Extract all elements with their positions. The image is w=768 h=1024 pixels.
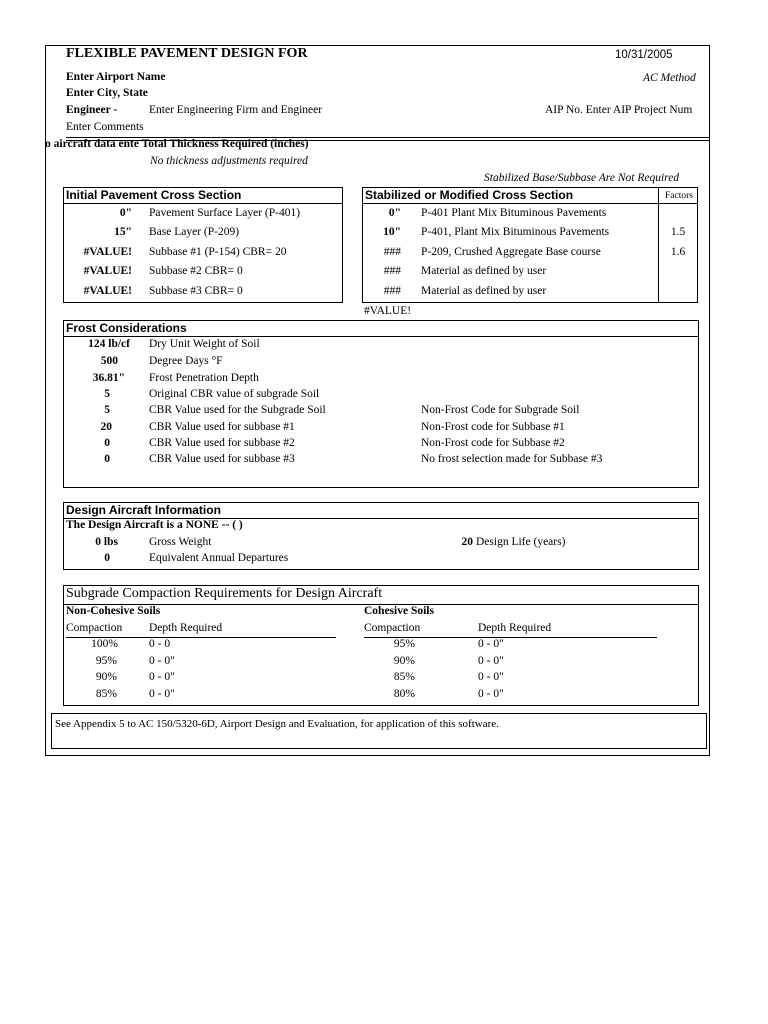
design-life-value: 20: [461, 536, 473, 548]
initial-value: 15": [114, 226, 132, 238]
gross-weight-value: 0 lbs: [95, 536, 118, 548]
stabilized-value: ###: [383, 285, 401, 297]
noncohesive-compaction: 100%: [91, 638, 118, 650]
stabilized-factor: 1.6: [670, 246, 686, 258]
frost-value: 20: [100, 421, 112, 433]
frost-value: 124 lb/cf: [88, 338, 130, 350]
frost-label: CBR Value used for subbase #3: [149, 453, 295, 465]
frost-label: Original CBR value of subgrade Soil: [149, 388, 320, 400]
frost-label: CBR Value used for subbase #2: [149, 437, 295, 449]
noncohesive-depth: 0 - 0": [149, 688, 175, 700]
frost-label: Degree Days °F: [149, 355, 223, 367]
stabilized-factor: 1.5: [670, 226, 686, 238]
cohesive-compaction: 85%: [393, 671, 415, 683]
frost-value: 500: [100, 355, 118, 367]
initial-value: #VALUE!: [83, 246, 132, 258]
stabilized-value: 0": [388, 207, 401, 219]
initial-label: Subbase #2 CBR= 0: [149, 265, 243, 277]
frost-note: Non-Frost code for Subbase #1: [421, 421, 565, 433]
city-state[interactable]: Enter City, State: [66, 87, 148, 99]
noncohesive-depth: 0 - 0": [149, 655, 175, 667]
initial-label: Subbase #3 CBR= 0: [149, 285, 243, 297]
cohesive-depth: 0 - 0": [478, 688, 504, 700]
frost-value: 36.81": [92, 372, 125, 384]
cohesive-depth: 0 - 0": [478, 671, 504, 683]
frost-section-title: Frost Considerations: [66, 321, 187, 335]
cohesive-depth: 0 - 0": [478, 638, 504, 650]
stabilized-title-underline: [362, 203, 698, 204]
cohesive-title: Cohesive Soils: [364, 605, 434, 617]
factors-header: Factors: [665, 191, 693, 201]
cohesive-compaction: 90%: [393, 655, 415, 667]
stabilized-label: P-401, Plant Mix Bituminous Pavements: [421, 226, 610, 238]
stabilized-label: P-401 Plant Mix Bituminous Pavements: [421, 207, 607, 219]
thickness-line: o aircraft data ente Total Thickness Required (inches): [45, 138, 309, 150]
frost-note: Non-Frost Code for Subgrade Soil: [421, 404, 580, 416]
aircraft-section-title: Design Aircraft Information: [66, 503, 221, 517]
frost-value: 5: [104, 404, 110, 416]
initial-value: #VALUE!: [83, 285, 132, 297]
design-aircraft-name: The Design Aircraft is a NONE -- ( ): [66, 519, 243, 531]
noncohesive-compaction: 95%: [95, 655, 117, 667]
frost-value: 0: [104, 437, 110, 449]
stabilized-label: Material as defined by user: [421, 265, 547, 277]
subgrade-section-title: Subgrade Compaction Requirements for Design Aircraft: [66, 586, 383, 601]
cohesive-compaction: 80%: [393, 688, 415, 700]
cohesive-col-compaction: Compaction: [364, 622, 421, 634]
frost-label: CBR Value used for subbase #1: [149, 421, 295, 433]
frost-note: Non-Frost code for Subbase #2: [421, 437, 565, 449]
initial-label: Subbase #1 (P-154) CBR= 20: [149, 246, 287, 258]
method-label: AC Method: [643, 72, 696, 84]
comments[interactable]: Enter Comments: [66, 121, 144, 133]
frost-note: No frost selection made for Subbase #3: [421, 453, 603, 465]
noncohesive-title: Non-Cohesive Soils: [66, 605, 161, 617]
initial-value: #VALUE!: [83, 265, 132, 277]
gross-weight-label: Gross Weight: [149, 536, 212, 548]
noncohesive-depth: 0 - 0": [149, 671, 175, 683]
noncohesive-compaction: 85%: [95, 688, 117, 700]
stabilized-value: ###: [383, 246, 401, 258]
stabilized-label: Material as defined by user: [421, 285, 547, 297]
frost-value: 5: [104, 388, 110, 400]
frost-title-underline: [63, 336, 699, 337]
noncohesive-depth: 0 - 0: [149, 638, 171, 650]
page-title: FLEXIBLE PAVEMENT DESIGN FOR: [66, 46, 308, 61]
initial-label: Pavement Surface Layer (P-401): [149, 207, 301, 219]
cohesive-col-depth: Depth Required: [478, 622, 552, 634]
frost-label: Frost Penetration Depth: [149, 372, 259, 384]
cohesive-compaction: 95%: [393, 638, 415, 650]
aip-number[interactable]: AIP No. Enter AIP Project Num: [545, 104, 693, 116]
departures-value: 0: [104, 552, 110, 564]
design-life-label: Design Life (years): [476, 536, 566, 548]
footer-note: See Appendix 5 to AC 150/5320-6D, Airport Design and Evaluation, for application of this software.: [55, 718, 499, 730]
noncohesive-compaction: 90%: [95, 671, 117, 683]
departures-label: Equivalent Annual Departures: [149, 552, 289, 564]
airport-name[interactable]: Enter Airport Name: [66, 71, 166, 83]
initial-label: Base Layer (P-209): [149, 226, 240, 238]
frost-label: Dry Unit Weight of Soil: [149, 338, 260, 350]
stabilized-value-error: #VALUE!: [364, 305, 412, 317]
frost-label: CBR Value used for the Subgrade Soil: [149, 404, 326, 416]
initial-section-title: Initial Pavement Cross Section: [66, 188, 242, 202]
stabilized-section-title: Stabilized or Modified Cross Section: [365, 188, 574, 202]
initial-value: 0": [119, 207, 132, 219]
frost-value: 0: [104, 453, 110, 465]
noncohesive-col-depth: Depth Required: [149, 622, 223, 634]
engineer-label: Engineer -: [66, 104, 118, 116]
stabilized-note: Stabilized Base/Subbase Are Not Required: [484, 172, 680, 184]
stabilized-label: P-209, Crushed Aggregate Base course: [421, 246, 601, 258]
no-adjust-note: No thickness adjustments required: [150, 155, 308, 167]
date: 10/31/2005: [615, 49, 673, 61]
stabilized-value: 10": [383, 226, 401, 238]
factors-divider: [658, 187, 659, 303]
engineer-value[interactable]: Enter Engineering Firm and Engineer: [149, 104, 323, 116]
initial-title-underline: [63, 203, 343, 204]
cohesive-depth: 0 - 0": [478, 655, 504, 667]
stabilized-value: ###: [383, 265, 401, 277]
noncohesive-col-compaction: Compaction: [66, 622, 123, 634]
